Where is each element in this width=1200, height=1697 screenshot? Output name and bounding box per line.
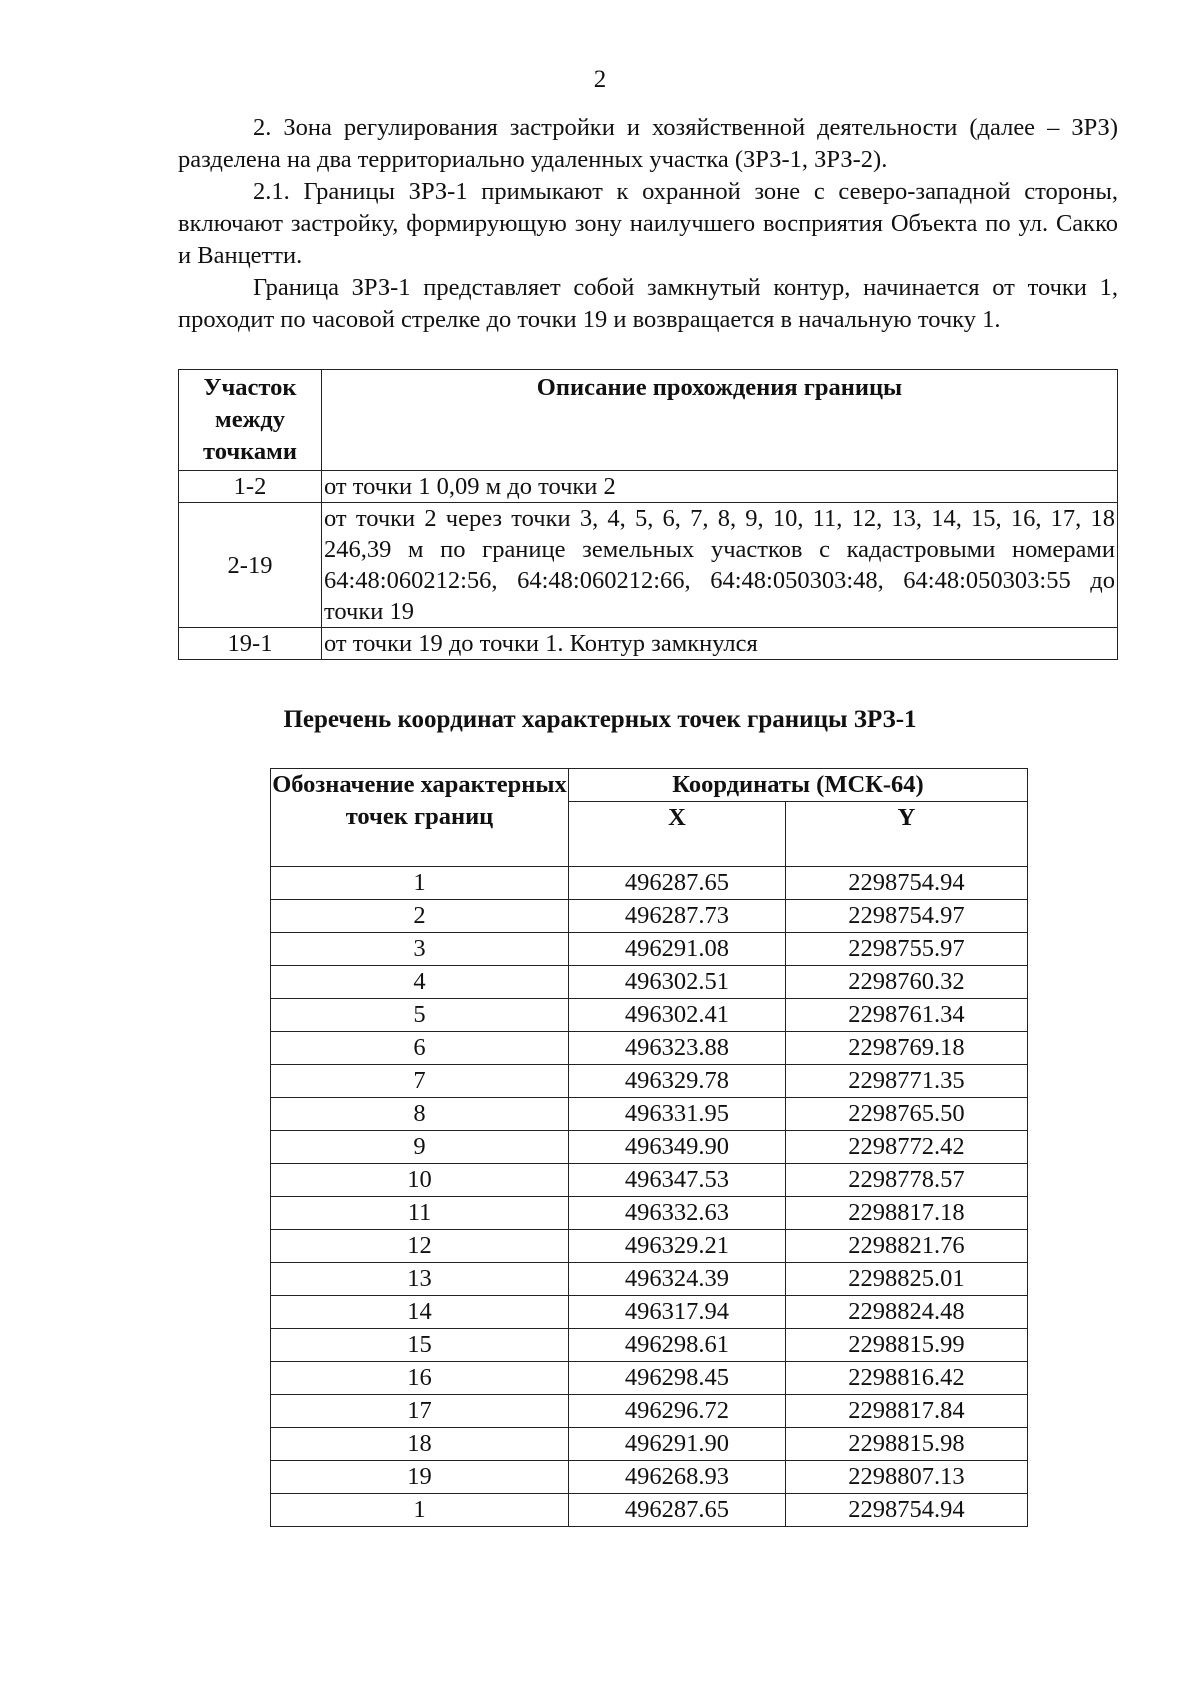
column-header-y: Y bbox=[785, 802, 1027, 867]
x-coordinate-cell: 496302.51 bbox=[569, 966, 786, 999]
y-coordinate-cell: 2298761.34 bbox=[785, 999, 1027, 1032]
point-cell: 10 bbox=[271, 1164, 569, 1197]
table-row bbox=[271, 1131, 1028, 1164]
table-row bbox=[179, 503, 1118, 628]
point-cell: 8 bbox=[271, 1098, 569, 1131]
point-cell: 1 bbox=[271, 867, 569, 900]
table-row bbox=[179, 628, 1118, 660]
y-coordinate-cell: 2298760.32 bbox=[785, 966, 1027, 999]
table-row bbox=[271, 1395, 1028, 1428]
point-cell: 3 bbox=[271, 933, 569, 966]
x-coordinate-cell: 496323.88 bbox=[569, 1032, 786, 1065]
column-header-description: Описание прохождения границы bbox=[322, 370, 1118, 471]
paragraph-contour-description: Граница ЗРЗ-1 представляет собой замкнутый контур, начинается от точки 1, проходит по часовой стрелке до точки 19 и возвращается в начальную точку 1. bbox=[178, 274, 1118, 333]
y-coordinate-cell: 2298755.97 bbox=[785, 933, 1027, 966]
point-cell: 1 bbox=[271, 1494, 569, 1527]
x-coordinate-cell: 496291.08 bbox=[569, 933, 786, 966]
point-cell: 6 bbox=[271, 1032, 569, 1065]
x-coordinate-cell: 496332.63 bbox=[569, 1197, 786, 1230]
column-header-segment: Участок между точками bbox=[179, 370, 322, 471]
point-cell: 5 bbox=[271, 999, 569, 1032]
table-row bbox=[271, 1098, 1028, 1131]
point-cell: 2 bbox=[271, 900, 569, 933]
point-cell: 12 bbox=[271, 1230, 569, 1263]
x-coordinate-cell: 496298.45 bbox=[569, 1362, 786, 1395]
x-coordinate-cell: 496287.73 bbox=[569, 900, 786, 933]
x-coordinate-cell: 496331.95 bbox=[569, 1098, 786, 1131]
y-coordinate-cell: 2298817.18 bbox=[785, 1197, 1027, 1230]
table-row bbox=[271, 1362, 1028, 1395]
table-row bbox=[179, 471, 1118, 503]
y-coordinate-cell: 2298754.97 bbox=[785, 900, 1027, 933]
x-coordinate-cell: 496324.39 bbox=[569, 1263, 786, 1296]
y-coordinate-cell: 2298769.18 bbox=[785, 1032, 1027, 1065]
x-coordinate-cell: 496317.94 bbox=[569, 1296, 786, 1329]
x-coordinate-cell: 496349.90 bbox=[569, 1131, 786, 1164]
y-coordinate-cell: 2298765.50 bbox=[785, 1098, 1027, 1131]
y-coordinate-cell: 2298815.99 bbox=[785, 1329, 1027, 1362]
x-coordinate-cell: 496329.21 bbox=[569, 1230, 786, 1263]
description-cell: от точки 19 до точки 1. Контур замкнулся bbox=[322, 628, 1118, 660]
table-row bbox=[271, 1065, 1028, 1098]
point-cell: 17 bbox=[271, 1395, 569, 1428]
point-cell: 14 bbox=[271, 1296, 569, 1329]
point-cell: 19 bbox=[271, 1461, 569, 1494]
y-coordinate-cell: 2298821.76 bbox=[785, 1230, 1027, 1263]
table-row bbox=[271, 1296, 1028, 1329]
y-coordinate-cell: 2298825.01 bbox=[785, 1263, 1027, 1296]
segment-cell: 19-1 bbox=[179, 628, 322, 660]
table-row bbox=[271, 1329, 1028, 1362]
y-coordinate-cell: 2298815.98 bbox=[785, 1428, 1027, 1461]
y-coordinate-cell: 2298817.84 bbox=[785, 1395, 1027, 1428]
y-coordinate-cell: 2298754.94 bbox=[785, 1494, 1027, 1527]
table-row bbox=[271, 1263, 1028, 1296]
coordinates-table bbox=[270, 768, 1028, 1527]
point-cell: 16 bbox=[271, 1362, 569, 1395]
table-row bbox=[271, 933, 1028, 966]
x-coordinate-cell: 496347.53 bbox=[569, 1164, 786, 1197]
x-coordinate-cell: 496302.41 bbox=[569, 999, 786, 1032]
boundary-description-table bbox=[178, 369, 1118, 660]
description-cell: от точки 2 через точки 3, 4, 5, 6, 7, 8, 9, 10, 11, 12, 13, 14, 15, 16, 17, 18 246,39 м по границе земельных участков с кадастровыми номерами 64:48:060212:56, 64:48:060212:66, 64:48:050303:48, 64:48:050303:55 до точки 19 bbox=[322, 503, 1118, 628]
table-row bbox=[271, 1428, 1028, 1461]
y-coordinate-cell: 2298778.57 bbox=[785, 1164, 1027, 1197]
column-header-point: Обозначение характерных точек границ bbox=[271, 769, 569, 867]
point-cell: 9 bbox=[271, 1131, 569, 1164]
paragraph-zone-boundaries: 2.1. Границы ЗРЗ-1 примыкают к охранной зоне с северо-западной стороны, включают застройку, формирующую зону наилучшего восприятия Объекта по ул. Сакко и Ванцетти. bbox=[178, 178, 1118, 269]
table-row bbox=[271, 900, 1028, 933]
point-cell: 15 bbox=[271, 1329, 569, 1362]
table-row bbox=[271, 867, 1028, 900]
table-row bbox=[271, 1032, 1028, 1065]
page-number: 2 bbox=[593, 66, 607, 93]
point-cell: 18 bbox=[271, 1428, 569, 1461]
table-row bbox=[271, 1197, 1028, 1230]
table-row bbox=[271, 1461, 1028, 1494]
table-row bbox=[271, 1230, 1028, 1263]
y-coordinate-cell: 2298816.42 bbox=[785, 1362, 1027, 1395]
x-coordinate-cell: 496287.65 bbox=[569, 867, 786, 900]
table-header-row bbox=[271, 769, 1028, 802]
table-header-row bbox=[179, 370, 1118, 471]
segment-cell: 1-2 bbox=[179, 471, 322, 503]
column-header-coordinates: Координаты (МСК-64) bbox=[569, 769, 1028, 802]
y-coordinate-cell: 2298807.13 bbox=[785, 1461, 1027, 1494]
coordinates-section-title: Перечень координат характерных точек границы ЗРЗ-1 bbox=[283, 706, 917, 733]
y-coordinate-cell: 2298772.42 bbox=[785, 1131, 1027, 1164]
x-coordinate-cell: 496329.78 bbox=[569, 1065, 786, 1098]
column-header-x: X bbox=[569, 802, 786, 867]
y-coordinate-cell: 2298754.94 bbox=[785, 867, 1027, 900]
description-cell: от точки 1 0,09 м до точки 2 bbox=[322, 471, 1118, 503]
x-coordinate-cell: 496298.61 bbox=[569, 1329, 786, 1362]
table-row bbox=[271, 999, 1028, 1032]
table-row bbox=[271, 1164, 1028, 1197]
body-text bbox=[178, 112, 1118, 336]
point-cell: 13 bbox=[271, 1263, 569, 1296]
x-coordinate-cell: 496287.65 bbox=[569, 1494, 786, 1527]
x-coordinate-cell: 496296.72 bbox=[569, 1395, 786, 1428]
coordinates-table-body bbox=[271, 867, 1028, 1527]
table-row bbox=[271, 966, 1028, 999]
x-coordinate-cell: 496291.90 bbox=[569, 1428, 786, 1461]
point-cell: 7 bbox=[271, 1065, 569, 1098]
point-cell: 4 bbox=[271, 966, 569, 999]
point-cell: 11 bbox=[271, 1197, 569, 1230]
table-row bbox=[271, 1494, 1028, 1527]
y-coordinate-cell: 2298824.48 bbox=[785, 1296, 1027, 1329]
segment-cell: 2-19 bbox=[179, 503, 322, 628]
y-coordinate-cell: 2298771.35 bbox=[785, 1065, 1027, 1098]
x-coordinate-cell: 496268.93 bbox=[569, 1461, 786, 1494]
paragraph-zone-description: 2. Зона регулирования застройки и хозяйственной деятельности (далее – ЗРЗ) разделена на два территориально удаленных участка (ЗРЗ-1, ЗРЗ-2). bbox=[178, 114, 1118, 173]
